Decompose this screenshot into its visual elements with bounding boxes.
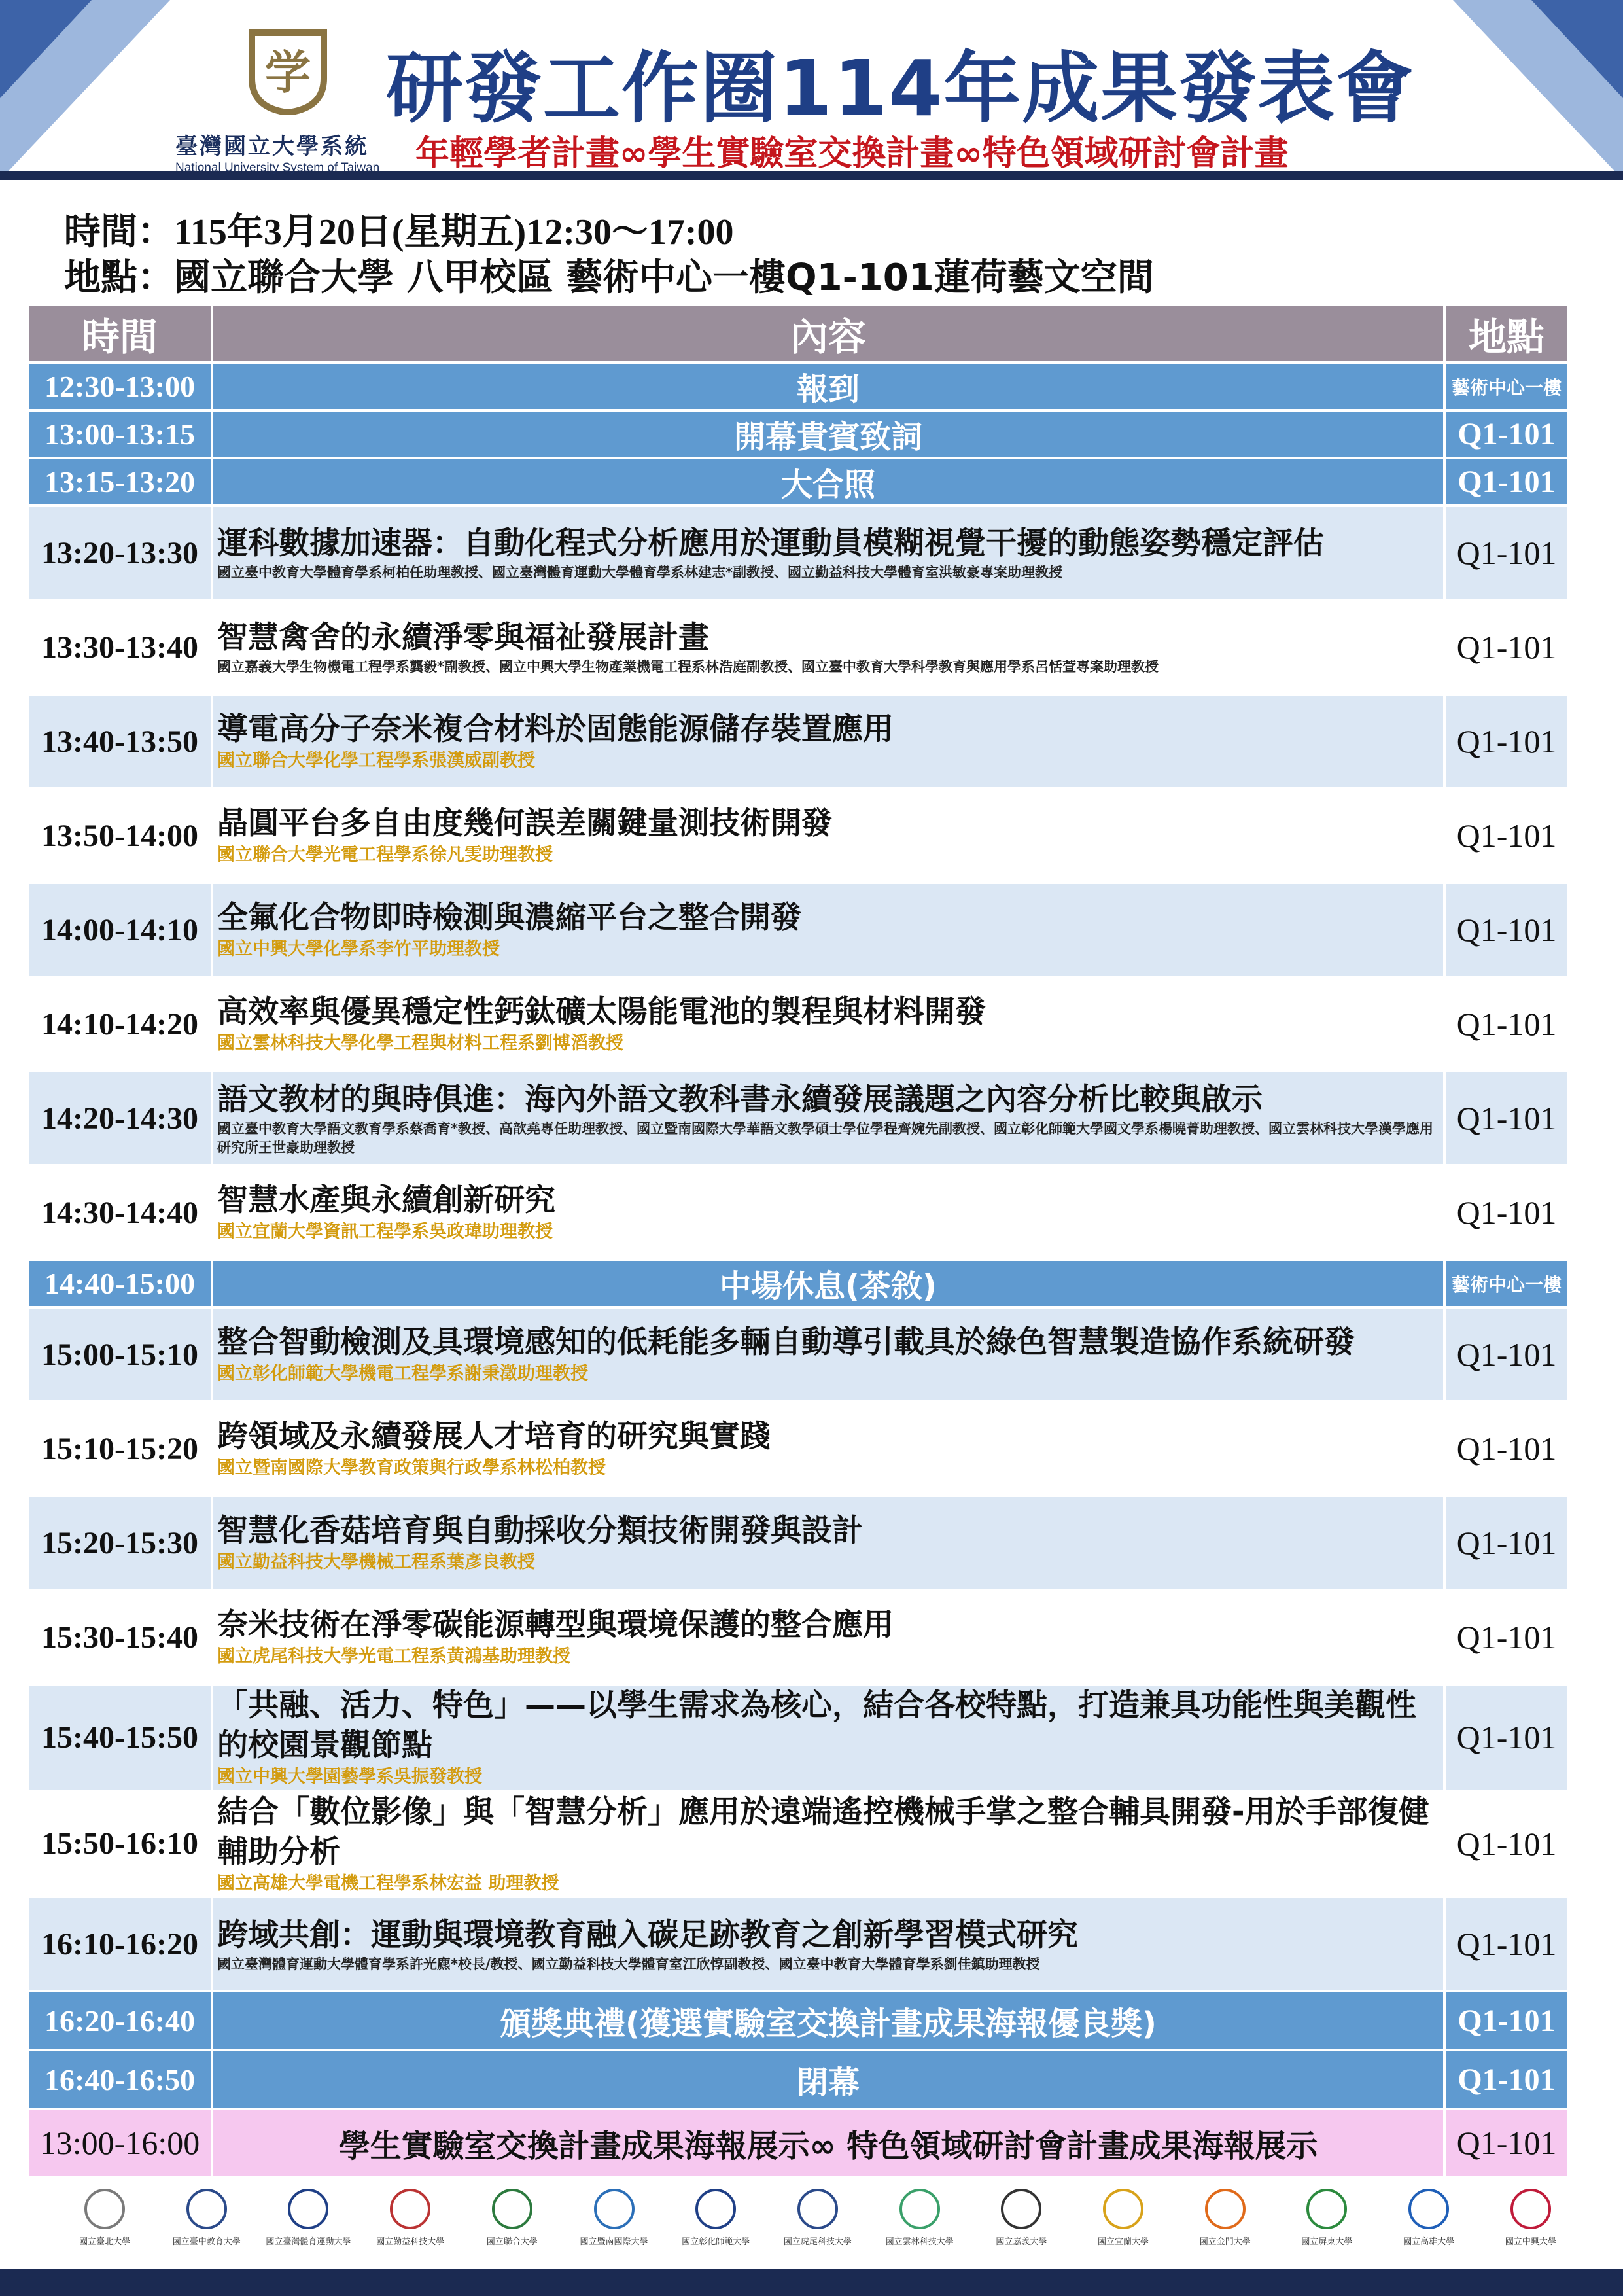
row-content: 報到 xyxy=(211,364,1443,409)
row-content xyxy=(211,507,1443,599)
presenter-names: 國立勤益科技大學機械工程系葉彥良教授 xyxy=(217,1552,535,1573)
presenter-names: 國立高雄大學電機工程學系林宏益 助理教授 xyxy=(217,1873,559,1894)
schedule-row xyxy=(29,1686,1567,1790)
row-content xyxy=(211,1167,1443,1258)
row-time: 13:15-13:20 xyxy=(29,459,211,504)
row-content xyxy=(211,1403,1443,1494)
partner-logo xyxy=(1287,2189,1366,2261)
row-location: Q1-101 xyxy=(1443,601,1567,693)
presentation-title: 晶圓平台多自由度幾何誤差關鍵量測技術開發 xyxy=(217,805,832,842)
partner-logo xyxy=(1389,2189,1468,2261)
row-location: Q1-101 xyxy=(1443,1309,1567,1400)
university-emblem-icon xyxy=(1408,2189,1449,2229)
event-time-label: 時間： xyxy=(64,211,174,253)
partner-logo xyxy=(982,2189,1060,2261)
university-emblem-icon xyxy=(1205,2189,1246,2229)
partner-logo-name: 國立勤益科技大學 xyxy=(376,2237,445,2247)
presentation-title: 「共融、活力、特色」——以學生需求為核心，結合各校特點，打造兼具功能性與美觀性的校園景觀節點 xyxy=(217,1687,1416,1764)
row-location: Q1-101 xyxy=(1443,2110,1567,2176)
row-location: Q1-101 xyxy=(1443,1591,1567,1683)
row-time: 16:40-16:50 xyxy=(29,2051,211,2108)
schedule-table xyxy=(29,304,1567,2178)
partner-logo xyxy=(778,2189,857,2261)
university-emblem-icon xyxy=(1306,2189,1347,2229)
university-emblem-icon xyxy=(1001,2189,1041,2229)
row-location: Q1-101 xyxy=(1443,1403,1567,1494)
row-content xyxy=(211,978,1443,1070)
presenter-names: 國立雲林科技大學化學工程與材料工程系劉博滔教授 xyxy=(217,1033,623,1054)
row-content xyxy=(211,1309,1443,1400)
row-location: Q1-101 xyxy=(1443,884,1567,976)
footer-bar xyxy=(0,2269,1623,2296)
partner-logo xyxy=(676,2189,755,2261)
partner-logos xyxy=(65,2189,1570,2261)
presentation-title: 奈米技術在淨零碳能源轉型與環境保護的整合應用 xyxy=(217,1607,894,1644)
presentation-title: 運科數據加速器：自動化程式分析應用於運動員模糊視覺干擾的動態姿勢穩定評估 xyxy=(217,525,1324,562)
row-time: 15:30-15:40 xyxy=(29,1591,211,1683)
partner-logo xyxy=(1084,2189,1162,2261)
schedule-row xyxy=(29,459,1567,504)
presenter-names: 國立虎尾科技大學光電工程系黃鴻基助理教授 xyxy=(217,1646,570,1667)
university-emblem-icon xyxy=(288,2189,328,2229)
presentation-title: 語文教材的與時俱進：海內外語文教科書永續發展議題之內容分析比較與啟示 xyxy=(217,1082,1263,1118)
row-location: Q1-101 xyxy=(1443,978,1567,1070)
row-content xyxy=(211,696,1443,787)
partner-logo-name: 國立金門大學 xyxy=(1199,2237,1251,2247)
partner-logo-name: 國立聯合大學 xyxy=(486,2237,538,2247)
university-emblem-icon xyxy=(594,2189,635,2229)
row-time: 13:00-13:15 xyxy=(29,412,211,457)
row-content: 頒獎典禮(獲選實驗室交換計畫成果海報優良獎) xyxy=(211,1992,1443,2049)
schedule-row xyxy=(29,364,1567,409)
row-time: 15:10-15:20 xyxy=(29,1403,211,1494)
presenter-names: 國立臺灣體育運動大學體育學系許光麃*校長/教授、國立勤益科技大學體育室江欣惇副教授、國立臺中教育大學體育學系劉佳鎮助理教授 xyxy=(217,1956,1040,1972)
row-location: Q1-101 xyxy=(1443,790,1567,881)
page-title: 研發工作圈114年成果發表會 xyxy=(386,43,1415,133)
schedule-row xyxy=(29,1992,1567,2049)
row-content: 閉幕 xyxy=(211,2051,1443,2108)
schedule-row xyxy=(29,696,1567,787)
schedule-row xyxy=(29,1497,1567,1589)
row-time: 16:20-16:40 xyxy=(29,1992,211,2049)
schedule-row xyxy=(29,1309,1567,1400)
presenter-names: 國立宜蘭大學資訊工程學系吳政瑋助理教授 xyxy=(217,1222,553,1243)
university-emblem-icon xyxy=(899,2189,940,2229)
row-time: 15:00-15:10 xyxy=(29,1309,211,1400)
schedule-header-row xyxy=(29,306,1567,361)
schedule-row xyxy=(29,1792,1567,1896)
row-location: Q1-101 xyxy=(1443,1167,1567,1258)
schedule-row xyxy=(29,1072,1567,1164)
partner-logo-name: 國立宜蘭大學 xyxy=(1098,2237,1149,2247)
row-content xyxy=(211,1072,1443,1164)
row-time: 14:30-14:40 xyxy=(29,1167,211,1258)
schedule-row xyxy=(29,1591,1567,1683)
row-content xyxy=(211,601,1443,693)
university-emblem-icon xyxy=(1510,2189,1551,2229)
header-content: 內容 xyxy=(211,306,1443,361)
schedule-row xyxy=(29,884,1567,976)
presenter-names: 國立中興大學園藝學系吳振發教授 xyxy=(217,1767,482,1788)
presentation-title: 智慧禽舍的永續淨零與福祉發展計畫 xyxy=(217,620,709,656)
university-name: 臺灣國立大學系統 xyxy=(175,133,369,160)
presenter-names: 國立聯合大學化學工程學系張漢威副教授 xyxy=(217,751,535,771)
presenter-names: 國立臺中教育大學體育學系柯柏任助理教授、國立臺灣體育運動大學體育學系林建志*副教授、國立勤益科技大學體育室洪敏豪專案助理教授 xyxy=(217,565,1062,581)
row-location: Q1-101 xyxy=(1443,1992,1567,2049)
row-location: Q1-101 xyxy=(1443,412,1567,457)
partner-logo xyxy=(266,2189,351,2261)
row-content xyxy=(211,1591,1443,1683)
university-system-logo-icon xyxy=(245,26,330,115)
row-content: 學生實驗室交換計畫成果海報展示∞ 特色領域研討會計畫成果海報展示 xyxy=(211,2110,1443,2176)
partner-logo xyxy=(575,2189,654,2261)
presenter-names: 國立中興大學化學系李竹平助理教授 xyxy=(217,939,500,960)
row-content: 大合照 xyxy=(211,459,1443,504)
row-location: Q1-101 xyxy=(1443,696,1567,787)
university-emblem-icon xyxy=(1103,2189,1143,2229)
row-location: Q1-101 xyxy=(1443,1898,1567,1990)
row-time: 14:10-14:20 xyxy=(29,978,211,1070)
row-location: Q1-101 xyxy=(1443,507,1567,599)
partner-logo-name: 國立嘉義大學 xyxy=(996,2237,1047,2247)
event-time xyxy=(64,203,734,255)
presenter-names: 國立彰化師範大學機電工程學系謝秉澂助理教授 xyxy=(217,1364,588,1385)
schedule-row xyxy=(29,2110,1567,2176)
presentation-title: 整合智動檢測及具環境感知的低耗能多輛自動導引載具於綠色智慧製造協作系統研發 xyxy=(217,1324,1355,1361)
schedule-row xyxy=(29,412,1567,457)
partner-logo-name: 國立雲林科技大學 xyxy=(885,2237,954,2247)
event-place xyxy=(64,249,1154,301)
row-content xyxy=(211,1497,1443,1589)
partner-logo xyxy=(167,2189,246,2261)
row-time: 15:50-16:10 xyxy=(29,1792,211,1896)
partner-logo-name: 國立高雄大學 xyxy=(1403,2237,1455,2247)
row-content xyxy=(211,1898,1443,1990)
row-location: Q1-101 xyxy=(1443,2051,1567,2108)
partner-logo xyxy=(1186,2189,1265,2261)
university-emblem-icon xyxy=(390,2189,430,2229)
svg-text:学: 学 xyxy=(265,46,311,99)
row-location: 藝術中心一樓 xyxy=(1443,364,1567,409)
row-time: 12:30-13:00 xyxy=(29,364,211,409)
presentation-title: 跨領域及永續發展人才培育的研究與實踐 xyxy=(217,1419,771,1455)
row-content xyxy=(211,790,1443,881)
schedule-row xyxy=(29,978,1567,1070)
presentation-title: 高效率與優異穩定性鈣鈦礦太陽能電池的製程與材料開發 xyxy=(217,994,986,1031)
row-time: 13:30-13:40 xyxy=(29,601,211,693)
row-location: Q1-101 xyxy=(1443,459,1567,504)
row-location: Q1-101 xyxy=(1443,1792,1567,1896)
schedule-row xyxy=(29,2051,1567,2108)
university-emblem-icon xyxy=(186,2189,227,2229)
banner-triangle-left-inner xyxy=(0,0,92,98)
row-time: 15:20-15:30 xyxy=(29,1497,211,1589)
presenter-names: 國立嘉義大學生物機電工程學系龔毅*副教授、國立中興大學生物產業機電工程系林浩庭副教授、國立臺中教育大學科學教育與應用學系呂恬萱專案助理教授 xyxy=(217,659,1159,675)
partner-logo xyxy=(473,2189,551,2261)
schedule-row xyxy=(29,601,1567,693)
university-emblem-icon xyxy=(695,2189,736,2229)
page-subtitle: 年輕學者計畫∞學生實驗室交換計畫∞特色領域研討會計畫 xyxy=(415,134,1289,173)
presentation-title: 智慧化香菇培育與自動採收分類技術開發與設計 xyxy=(217,1513,863,1549)
row-content: 開幕貴賓致詞 xyxy=(211,412,1443,457)
university-emblem-icon xyxy=(492,2189,532,2229)
schedule-row xyxy=(29,790,1567,881)
row-location: 藝術中心一樓 xyxy=(1443,1261,1567,1306)
presentation-title: 導電高分子奈米複合材料於固態能源儲存裝置應用 xyxy=(217,711,894,748)
presenter-names: 國立臺中教育大學語文教育學系蔡喬育*教授、高歆堯專任助理教授、國立暨南國際大學華語文教學碩士學位學程齊婉先副教授、國立彰化師範大學國文學系楊曉菁助理教授、國立雲林科技大學漢學應用研究所王世豪助理教授 xyxy=(217,1121,1433,1156)
row-location: Q1-101 xyxy=(1443,1072,1567,1164)
row-content xyxy=(211,884,1443,976)
event-place-label: 地點： xyxy=(64,256,174,299)
header-banner xyxy=(0,0,1623,180)
presentation-title: 智慧水產與永續創新研究 xyxy=(217,1182,555,1219)
partner-logo-name: 國立暨南國際大學 xyxy=(580,2237,648,2247)
university-name-en: National University System of Taiwan xyxy=(175,161,380,175)
partner-logo xyxy=(1492,2189,1570,2261)
row-time: 13:50-14:00 xyxy=(29,790,211,881)
row-time: 15:40-15:50 xyxy=(29,1686,211,1790)
partner-logo-name: 國立中興大學 xyxy=(1505,2237,1556,2247)
row-time: 13:20-13:30 xyxy=(29,507,211,599)
partner-logo xyxy=(65,2189,144,2261)
row-time: 13:00-16:00 xyxy=(29,2110,211,2176)
row-location: Q1-101 xyxy=(1443,1686,1567,1790)
event-place-value: 國立聯合大學 八甲校區 藝術中心一樓Q1-101蓮荷藝文空間 xyxy=(174,256,1154,299)
row-time: 13:40-13:50 xyxy=(29,696,211,787)
row-time: 14:20-14:30 xyxy=(29,1072,211,1164)
presenter-names: 國立暨南國際大學教育政策與行政學系林松柏教授 xyxy=(217,1458,606,1479)
schedule-row xyxy=(29,1898,1567,1990)
university-emblem-icon xyxy=(84,2189,125,2229)
row-content xyxy=(211,1686,1443,1790)
header-time: 時間 xyxy=(29,306,211,361)
partner-logo-name: 國立彰化師範大學 xyxy=(682,2237,750,2247)
schedule-body xyxy=(29,364,1567,2176)
partner-logo-name: 國立臺中教育大學 xyxy=(172,2237,241,2247)
event-time-value: 115年3月20日(星期五)12:30～17:00 xyxy=(174,212,734,253)
banner-triangle-right-inner xyxy=(1531,0,1623,98)
university-emblem-icon xyxy=(797,2189,838,2229)
partner-logo-name: 國立臺北大學 xyxy=(79,2237,130,2247)
partner-logo-name: 國立虎尾科技大學 xyxy=(783,2237,852,2247)
row-time: 14:40-15:00 xyxy=(29,1261,211,1306)
partner-logo-name: 國立臺灣體育運動大學 xyxy=(266,2237,351,2247)
row-location: Q1-101 xyxy=(1443,1497,1567,1589)
partner-logo xyxy=(881,2189,959,2261)
schedule-row xyxy=(29,1403,1567,1494)
schedule-row xyxy=(29,1261,1567,1306)
presentation-title: 跨域共創：運動與環境教育融入碳足跡教育之創新學習模式研究 xyxy=(217,1916,1078,1953)
row-time: 14:00-14:10 xyxy=(29,884,211,976)
partner-logo xyxy=(371,2189,449,2261)
partner-logo-name: 國立屏東大學 xyxy=(1301,2237,1353,2247)
row-content xyxy=(211,1792,1443,1896)
presenter-names: 國立聯合大學光電工程學系徐凡雯助理教授 xyxy=(217,845,553,866)
row-content: 中場休息(茶敘) xyxy=(211,1261,1443,1306)
schedule-row xyxy=(29,507,1567,599)
schedule-row xyxy=(29,1167,1567,1258)
header-location: 地點 xyxy=(1443,306,1567,361)
presentation-title: 全氟化合物即時檢測與濃縮平台之整合開發 xyxy=(217,900,801,936)
row-time: 16:10-16:20 xyxy=(29,1898,211,1990)
presentation-title: 結合「數位影像」與「智慧分析」應用於遠端遙控機械手掌之整合輔具開發-用於手部復健輔助分析 xyxy=(217,1793,1429,1870)
